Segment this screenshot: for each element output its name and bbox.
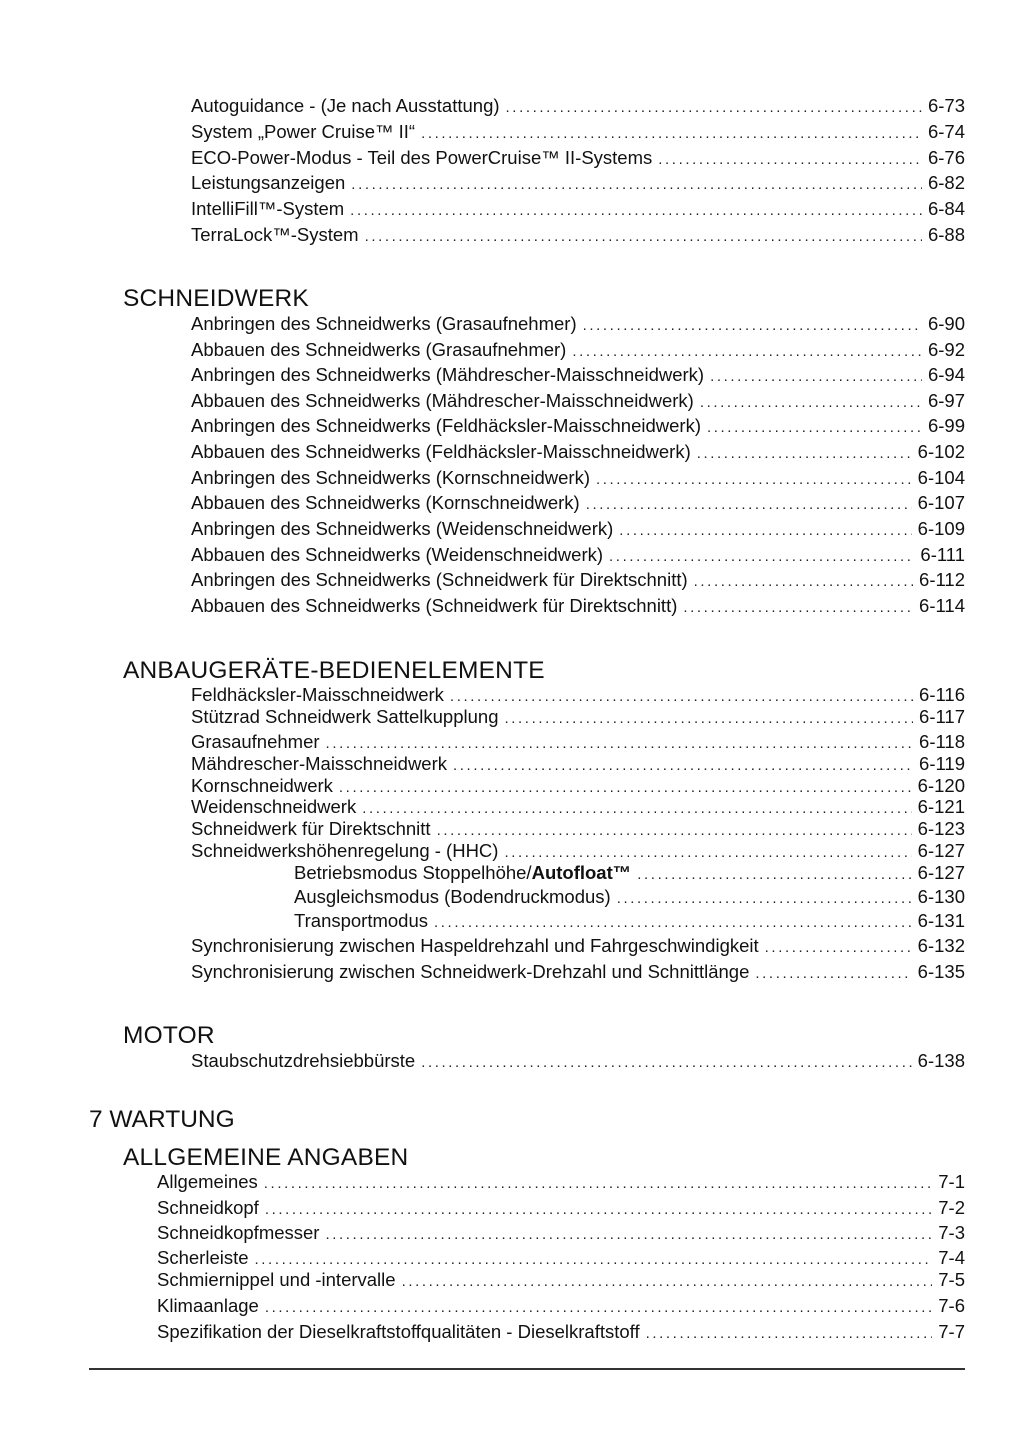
toc-entry-title: Schneidwerk für Direktschnitt [191, 818, 431, 839]
toc-entry-page: 6-94 [927, 364, 965, 385]
toc-entry-page: 6-99 [927, 415, 965, 436]
toc-entry-page: 6-114 [919, 595, 965, 616]
leader-dots [583, 314, 922, 338]
toc-entry-title: Anbringen des Schneidwerks (Mähdrescher-Maisschneidwerk) [191, 364, 705, 385]
toc-entry-title: Staubschutzdrehsiebbürste [191, 1050, 416, 1071]
toc-entry-title: Feldhäcksler-Maisschneidwerk [191, 684, 444, 705]
footer-divider [89, 1368, 965, 1370]
toc-entry[interactable] [191, 414, 965, 440]
section-heading-motor: MOTOR [123, 1022, 215, 1049]
toc-entry-title: Anbringen des Schneidwerks (Kornschneidwerk) [191, 467, 590, 488]
leader-dots [325, 1223, 932, 1247]
toc-entry-title: Schneidkopf [157, 1197, 259, 1218]
leader-dots [505, 707, 914, 731]
leader-dots [617, 887, 912, 911]
toc-entry-page: 6-135 [917, 961, 965, 982]
toc-entry-title: Spezifikation der Dieselkraftstoffqualitäten - Dieselkraftstoff [157, 1321, 640, 1342]
toc-entry-title: Klimaanlage [157, 1295, 259, 1316]
toc-entry-page: 7-1 [938, 1171, 965, 1192]
leader-dots [265, 1198, 932, 1222]
leader-dots [765, 936, 912, 960]
toc-entry-title: ECO-Power-Modus - Teil des PowerCruise™ II-Systems [191, 147, 653, 168]
leader-dots [697, 442, 912, 466]
toc-entry-title: Schneidkopfmesser [157, 1222, 320, 1243]
toc-entry-title: Weidenschneidwerk [191, 796, 357, 817]
leader-dots [586, 493, 912, 517]
toc-entry-title [294, 861, 631, 885]
leader-dots [421, 122, 922, 146]
toc-entry-title: Schmiernippel und -intervalle [157, 1269, 396, 1290]
toc-entry-page: 7-6 [938, 1295, 965, 1316]
toc-entry-title: Schneidwerkshöhenregelung - (HHC) [191, 840, 499, 861]
leader-dots [658, 148, 922, 172]
toc-entry-page: 6-107 [917, 492, 965, 513]
toc-entry[interactable] [191, 120, 965, 146]
toc-entry-page: 6-84 [927, 198, 965, 219]
toc-subentry[interactable] [294, 861, 965, 887]
toc-entry[interactable] [191, 94, 965, 120]
toc-entry[interactable] [191, 312, 965, 338]
toc-entry[interactable] [157, 1170, 965, 1196]
toc-entry-title: Ausgleichsmodus (Bodendruckmodus) [294, 886, 611, 907]
toc-entry[interactable] [191, 146, 965, 172]
leader-dots [434, 911, 912, 935]
toc-entry-page: 6-104 [917, 467, 965, 488]
toc-entry-page: 6-102 [917, 441, 965, 462]
toc-entry[interactable] [191, 543, 965, 569]
toc-entry-title: Anbringen des Schneidwerks (Weidenschneidwerk) [191, 518, 614, 539]
toc-entry-title: Grasaufnehmer [191, 731, 320, 752]
toc-entry[interactable] [191, 1049, 965, 1075]
leader-dots [646, 1322, 933, 1346]
toc-entry[interactable] [191, 171, 965, 197]
toc-entry[interactable] [191, 705, 965, 731]
leader-dots [265, 1296, 932, 1320]
toc-entry-title: Synchronisierung zwischen Schneidwerk-Drehzahl und Schnittlänge [191, 961, 750, 982]
toc-entry-page: 6-131 [917, 910, 965, 931]
toc-entry-page: 7-3 [938, 1222, 965, 1243]
toc-entry-title: Transportmodus [294, 910, 429, 931]
toc-entry[interactable] [191, 466, 965, 492]
section-heading-schneidwerk: SCHNEIDWERK [123, 285, 309, 312]
toc-subentry[interactable] [294, 885, 965, 911]
toc-entry[interactable] [191, 594, 965, 620]
toc-entry-page: 6-130 [917, 886, 965, 907]
toc-entry-page: 6-109 [917, 518, 965, 539]
toc-entry-page: 6-82 [927, 172, 965, 193]
toc-entry-page: 6-127 [917, 840, 965, 861]
toc-entry-page: 6-127 [917, 862, 965, 883]
leader-dots [710, 365, 922, 389]
toc-entry-title: Allgemeines [157, 1171, 258, 1192]
toc-entry-title: Leistungsanzeigen [191, 172, 346, 193]
leader-dots [619, 519, 911, 543]
toc-entry-title: Kornschneidwerk [191, 775, 333, 796]
toc-entry[interactable] [191, 568, 965, 594]
toc-entry-page: 6-123 [917, 818, 965, 839]
toc-entry-page: 7-2 [938, 1197, 965, 1218]
toc-entry[interactable] [157, 1221, 965, 1247]
toc-entry-title: Synchronisierung zwischen Haspeldrehzahl und Fahrgeschwindigkeit [191, 935, 759, 956]
toc-entry-page: 6-119 [919, 753, 965, 774]
leader-dots [694, 570, 913, 594]
toc-entry[interactable] [157, 1268, 965, 1294]
toc-entry[interactable] [191, 491, 965, 517]
toc-entry[interactable] [191, 338, 965, 364]
toc-entry-page: 7-7 [938, 1321, 965, 1342]
toc-entry-page: 6-117 [919, 706, 965, 727]
toc-entry-page: 6-121 [917, 796, 965, 817]
toc-entry-title: Abbauen des Schneidwerks (Feldhäcksler-Maisschneidwerk) [191, 441, 691, 462]
leader-dots [421, 1051, 911, 1075]
toc-entry[interactable] [157, 1196, 965, 1222]
leader-dots [365, 225, 922, 249]
toc-entry[interactable] [191, 934, 965, 960]
toc-entry[interactable] [191, 517, 965, 543]
toc-entry-title: Anbringen des Schneidwerks (Grasaufnehmer) [191, 313, 577, 334]
leader-dots [350, 199, 922, 223]
title-regular-part: Betriebsmodus Stoppelhöhe/ [294, 862, 532, 883]
toc-entry-title: System „Power Cruise™ II“ [191, 121, 416, 142]
toc-entry-page: 6-118 [919, 731, 965, 752]
title-bold-part: Autofloat™ [531, 862, 632, 883]
leader-dots [609, 545, 914, 569]
chapter-heading: 7 WARTUNG [89, 1106, 235, 1133]
toc-entry-title: Autoguidance - (Je nach Ausstattung) [191, 95, 500, 116]
leader-dots [402, 1270, 933, 1294]
section-heading-anbaugeraete: ANBAUGERÄTE-BEDIENELEMENTE [123, 657, 545, 684]
toc-entry-page: 6-76 [927, 147, 965, 168]
toc-entry-title: Mähdrescher-Maisschneidwerk [191, 753, 448, 774]
toc-entry-page: 6-92 [927, 339, 965, 360]
leader-dots [596, 468, 912, 492]
toc-entry-page: 6-74 [927, 121, 965, 142]
toc-entry[interactable] [157, 1294, 965, 1320]
toc-entry-page: 6-138 [917, 1050, 965, 1071]
toc-entry[interactable] [191, 440, 965, 466]
toc-entry-title: Abbauen des Schneidwerks (Weidenschneidwerk) [191, 544, 604, 565]
toc-entry[interactable] [157, 1320, 965, 1346]
leader-dots [755, 962, 911, 986]
leader-dots [700, 391, 922, 415]
leader-dots [264, 1172, 932, 1196]
leader-dots [683, 596, 913, 620]
toc-entry[interactable] [191, 363, 965, 389]
toc-entry-title: Anbringen des Schneidwerks (Feldhäcksler-Maisschneidwerk) [191, 415, 701, 436]
toc-entry-page: 6-116 [919, 684, 965, 705]
toc-entry-page: 7-5 [938, 1269, 965, 1290]
toc-entry-page: 6-90 [927, 313, 965, 334]
toc-entry-page: 7-4 [938, 1247, 965, 1268]
toc-entry-title: Anbringen des Schneidwerks (Schneidwerk für Direktschnitt) [191, 569, 688, 590]
toc-subentry[interactable] [294, 909, 965, 935]
toc-entry-page: 6-88 [927, 224, 965, 245]
toc-entry-title: Abbauen des Schneidwerks (Kornschneidwerk) [191, 492, 580, 513]
toc-entry[interactable] [191, 223, 965, 249]
leader-dots [707, 416, 922, 440]
leader-dots [637, 863, 911, 887]
toc-entry-page: 6-73 [927, 95, 965, 116]
toc-entry-page: 6-97 [927, 390, 965, 411]
leader-dots [506, 96, 922, 120]
toc-entry-page: 6-111 [920, 544, 965, 565]
toc-entry-page: 6-120 [917, 775, 965, 796]
toc-entry-title: Stützrad Schneidwerk Sattelkupplung [191, 706, 499, 727]
toc-entry-title: Abbauen des Schneidwerks (Grasaufnehmer) [191, 339, 567, 360]
toc-entry[interactable] [191, 197, 965, 223]
toc-entry-title: TerraLock™-System [191, 224, 359, 245]
toc-entry-page: 6-132 [917, 935, 965, 956]
leader-dots [351, 173, 922, 197]
toc-entry-title: Abbauen des Schneidwerks (Schneidwerk für Direktschnitt) [191, 595, 678, 616]
toc-entry[interactable] [191, 960, 965, 986]
toc-entry[interactable] [191, 389, 965, 415]
leader-dots [572, 340, 922, 364]
toc-entry-title: Abbauen des Schneidwerks (Mähdrescher-Maisschneidwerk) [191, 390, 694, 411]
section-heading-allgemeine-angaben: ALLGEMEINE ANGABEN [123, 1144, 409, 1171]
toc-entry-title: IntelliFill™-System [191, 198, 345, 219]
toc-entry-title: Scherleiste [157, 1247, 249, 1268]
toc-entry-page: 6-112 [919, 569, 965, 590]
